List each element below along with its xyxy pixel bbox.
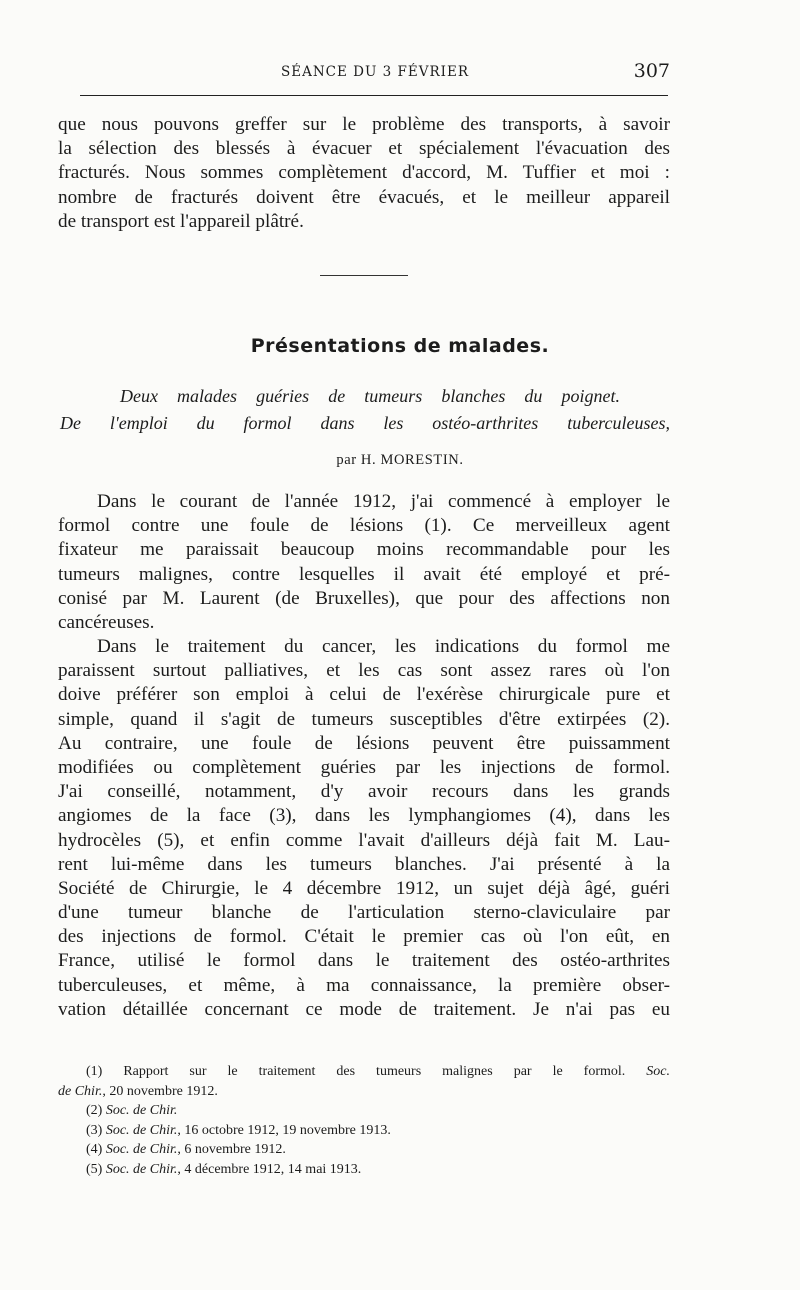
text-line: Dans le traitement du cancer, les indications du formol me xyxy=(97,636,670,657)
footnote-1: (1) Rapport sur le traitement des tumeurs malignes par le formol. Soc. xyxy=(86,1064,670,1079)
text-line: la sélection des blessés à évacuer et spécialement l'évacuation des xyxy=(58,138,670,160)
section-divider xyxy=(320,275,408,276)
footnote-3: (3) Soc. de Chir., 16 octobre 1912, 19 novembre 1913. xyxy=(86,1122,391,1138)
text-line: simple, quand il s'agit de tumeurs susceptibles d'être extirpées (2). xyxy=(58,708,670,730)
text-line: cancéreuses. xyxy=(58,611,155,633)
text-line: vation détaillée concernant ce mode de traitement. Je n'ai pas eu xyxy=(58,998,670,1020)
footnotes xyxy=(58,1062,670,1179)
text-line: hydrocèles (5), et enfin comme l'avait d'ailleurs déjà fait M. Lau- xyxy=(58,829,670,851)
text-line: fixateur me paraissait beaucoup moins recommandable pour les xyxy=(58,539,670,561)
text-line: tumeurs malignes, contre lesquelles il avait été employé et pré- xyxy=(58,563,670,585)
text-line: Au contraire, une foule de lésions peuvent être puissamment xyxy=(58,732,670,754)
text-line: nombre de fracturés doivent être évacués, et le meilleur appareil xyxy=(58,186,670,208)
text-line: angiomes de la face (3), dans les lymphangiomes (4), dans les xyxy=(58,805,670,827)
text-line: paraissent surtout palliatives, et les cas sont assez rares où l'on xyxy=(58,660,670,682)
text-line: formol contre une foule de lésions (1). Ce merveilleux agent xyxy=(58,515,670,537)
running-header xyxy=(80,60,670,84)
text-line: Dans le courant de l'année 1912, j'ai commencé à employer le xyxy=(97,491,670,512)
running-title: SÉANCE DU 3 FÉVRIER xyxy=(280,64,469,80)
text-line: que nous pouvons greffer sur le problème des transports, à savoir xyxy=(58,114,670,135)
footnote-2: (2) Soc. de Chir. xyxy=(86,1103,178,1118)
header-rule xyxy=(80,95,668,96)
text-line: tuberculeuses, et même, à ma connaissance, la première obser- xyxy=(58,974,670,996)
text-line: d'une tumeur blanche de l'articulation sterno-claviculaire par xyxy=(58,902,670,924)
footnote-4: (4) Soc. de Chir., 6 novembre 1912. xyxy=(86,1142,286,1157)
intro-paragraph xyxy=(58,113,670,234)
byline: par H. MORESTIN. xyxy=(336,452,464,468)
text-line: conisé par M. Laurent (de Bruxelles), que pour des affections non xyxy=(58,587,670,609)
text-line: modifiées ou complètement guéries par les injections de formol. xyxy=(58,756,670,778)
text-line: doive préférer son emploi à celui de l'exérèse chirurgicale pure et xyxy=(58,684,670,706)
text-line: rent lui-même dans les tumeurs blanches. J'ai présenté à la xyxy=(58,853,670,875)
footnote-1-continued: de Chir., 20 novembre 1912. xyxy=(58,1083,218,1099)
body-paragraph-2 xyxy=(58,635,670,1022)
text-line: fracturés. Nous sommes complètement d'accord, M. Tuffier et moi : xyxy=(58,162,670,184)
footnote-5: (5) Soc. de Chir., 4 décembre 1912, 14 mai 1913. xyxy=(86,1161,362,1177)
text-line: de transport est l'appareil plâtré. xyxy=(58,210,304,232)
text-line: France, utilisé le formol dans le traitement des ostéo-arthrites xyxy=(58,950,670,972)
text-line: des injections de formol. C'était le premier cas où l'on eût, en xyxy=(58,926,670,948)
body-paragraph-1 xyxy=(58,490,670,635)
section-title: Présentations de malades. xyxy=(250,335,550,357)
text-line: J'ai conseillé, notamment, d'y avoir recours dans les grands xyxy=(58,781,670,803)
text-line: Société de Chirurgie, le 4 décembre 1912, un sujet déjà âgé, guéri xyxy=(58,877,670,899)
article-title-line-2: De l'emploi du formol dans les ostéo-arthrites tuberculeuses, xyxy=(60,413,670,433)
article-title-line-1: Deux malades guéries de tumeurs blanches du poignet. xyxy=(120,386,620,406)
page-number: 307 xyxy=(633,60,670,82)
